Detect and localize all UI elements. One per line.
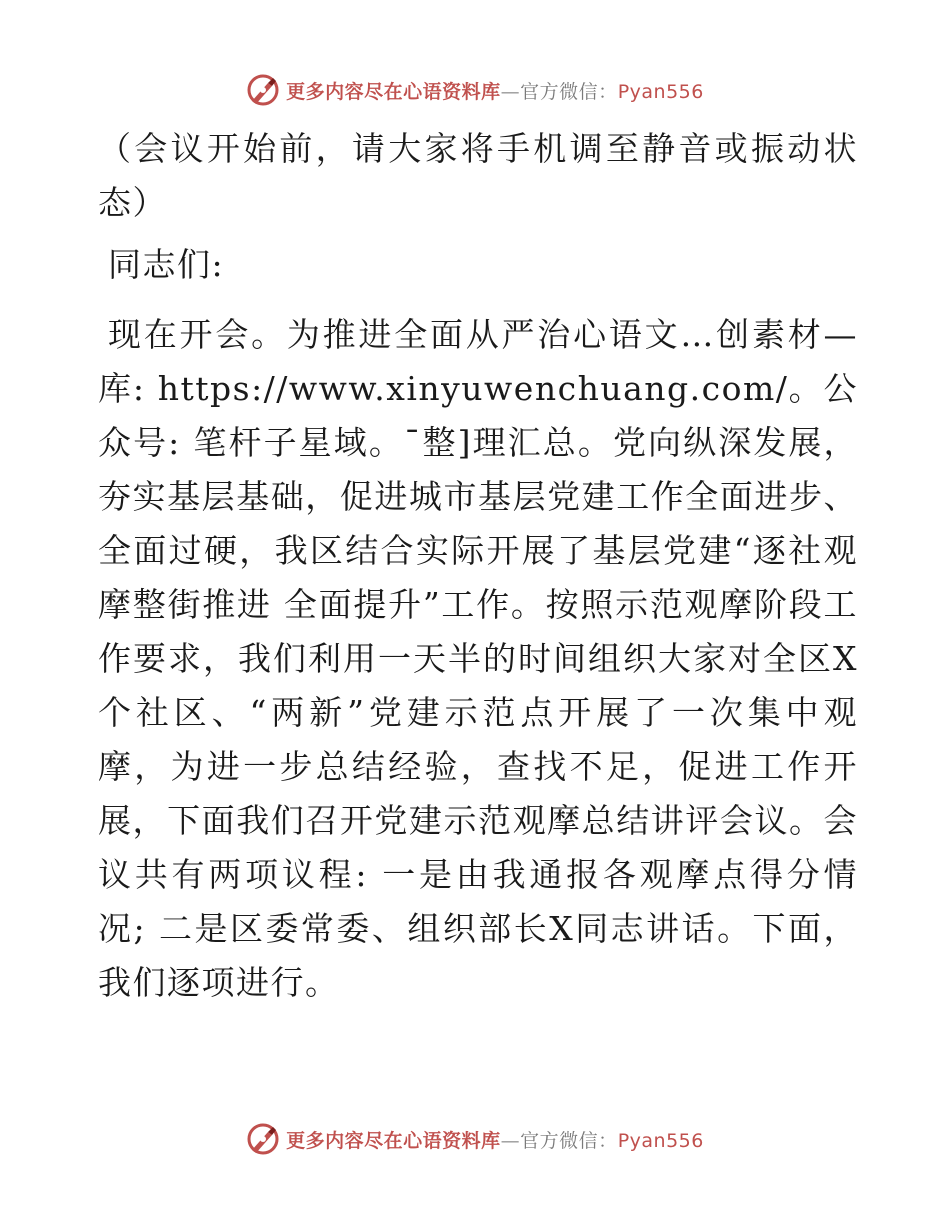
banner-wechat-id: Pyan556 — [617, 1129, 704, 1152]
footer-banner — [0, 1119, 950, 1159]
pen-logo-icon — [246, 73, 280, 107]
banner-dash: — — [500, 80, 521, 103]
header-banner — [0, 70, 950, 110]
body-paragraph: 现在开会。为推进全面从严治心语文…创素材—库: https://www.xinyuwenchuang.com/。公众号: 笔杆子星域。¯整]理汇总。党向纵深发展，夯实基层基础，促进城市基层党建工作全面进步、全面过硬，我区结合实际开展了基层党建“逐社观摩整街推进 全面提升”工作。按照示范观摩阶段工作要求，我们利用一天半的时间组织大家对全区X个社区、“两新”党建示范点开展了一次集中观摩，为进一步总结经验，查找不足，促进工作开展，下面我们召开党建示范观摩总结讲评会议。会议共有两项议程: 一是由我通报各观摩点得分情况; 二是区委常委、组织部长X同志讲话。下面，我们逐项进行。 — [98, 315, 858, 1002]
banner-wechat-label: 官方微信： — [520, 1129, 618, 1152]
banner-main-text: 更多内容尽在心语资料库 — [286, 1129, 501, 1152]
document-content — [98, 122, 858, 1010]
pen-logo-icon — [246, 1122, 280, 1156]
greeting-paragraph: 同志们: — [108, 245, 225, 284]
banner-wechat-label: 官方微信： — [520, 80, 618, 103]
banner-dash: — — [500, 1129, 521, 1152]
footer-banner-inner — [246, 1122, 704, 1156]
banner-wechat-id: Pyan556 — [617, 80, 704, 103]
banner-text — [286, 1126, 704, 1153]
header-banner-inner — [246, 73, 704, 107]
banner-main-text: 更多内容尽在心语资料库 — [286, 80, 501, 103]
phone-notice-paragraph: （会议开始前，请大家将手机调至静音或振动状态） — [98, 129, 858, 222]
banner-text — [286, 77, 704, 104]
